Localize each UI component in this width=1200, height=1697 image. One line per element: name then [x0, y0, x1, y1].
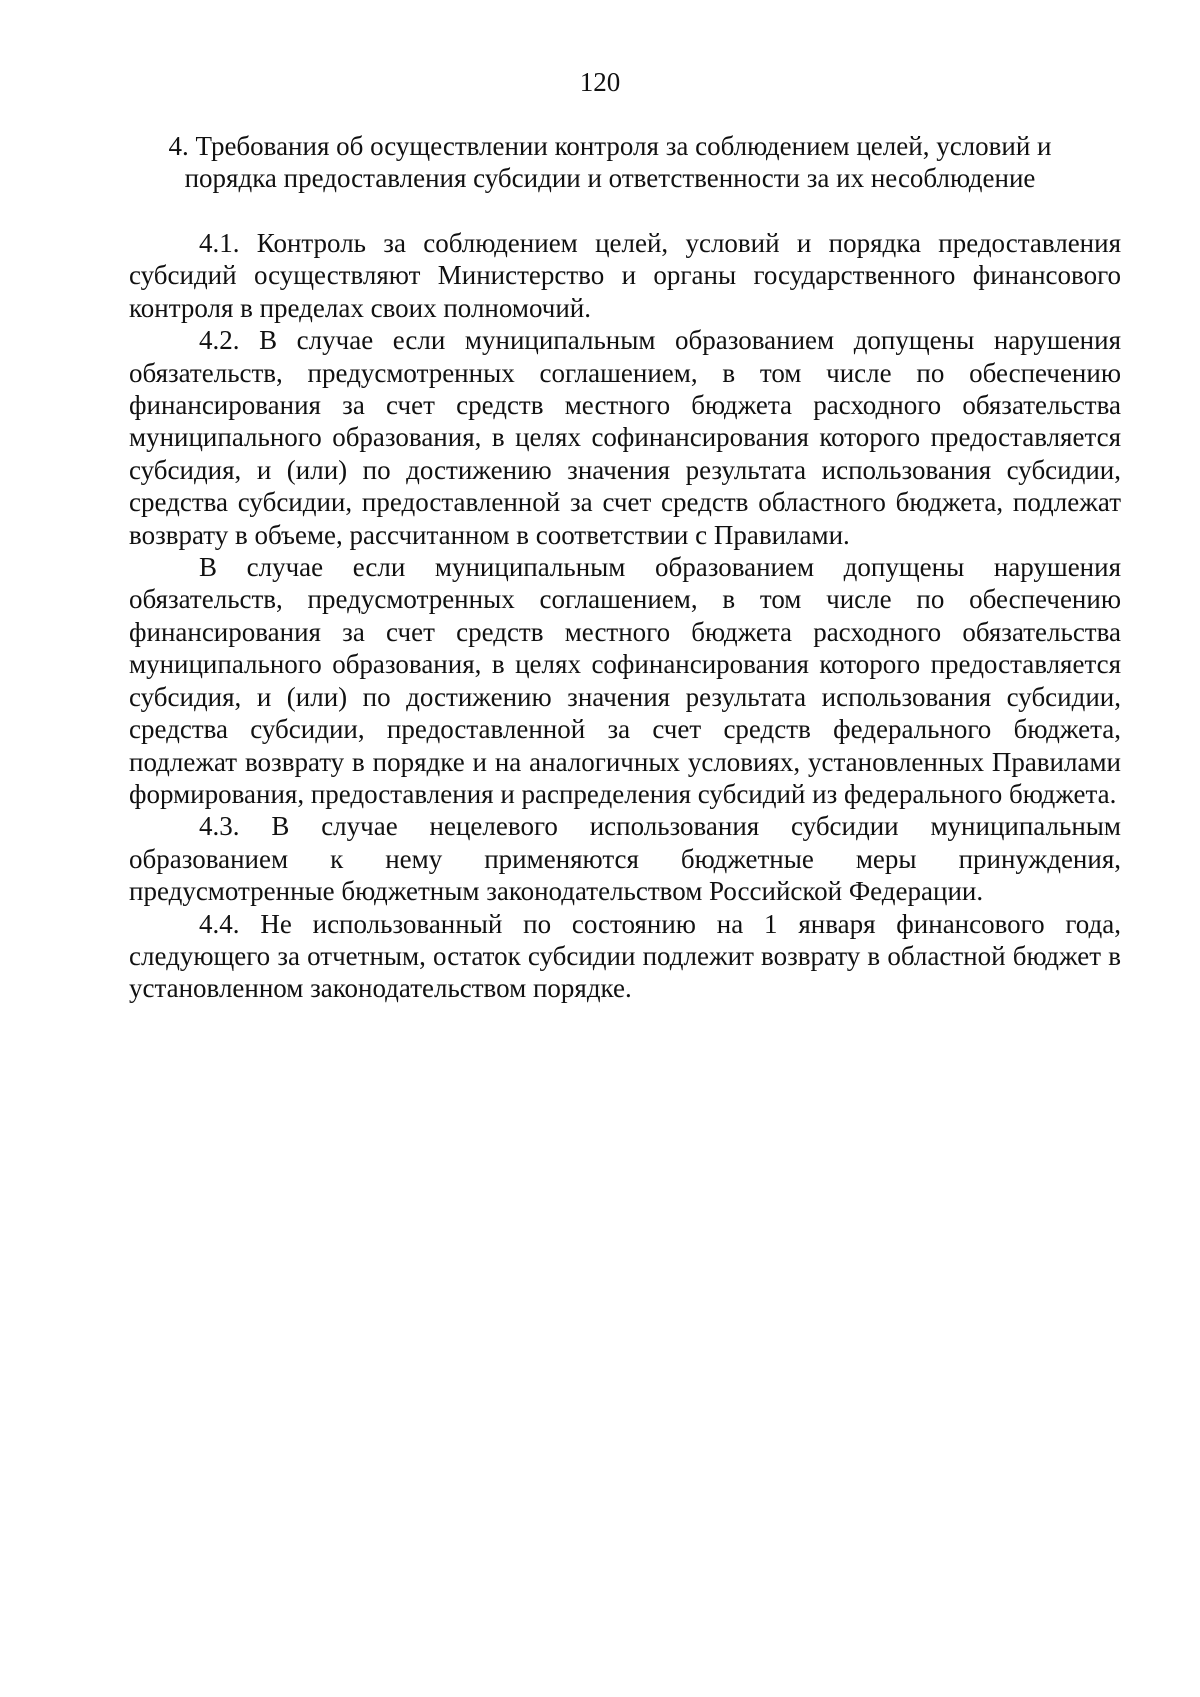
paragraph-4-2: 4.2. В случае если муниципальным образованием допущены нарушения обязательств, предусмотренных соглашением, в том числе по обеспечению финансирования за счет средств местного бюджета расходного обязательства муниципального образования, в целях софинансирования которого предоставляется субсидия, и (или) по достижению значения результата использования субсидии, средства субсидии, предоставленной за счет средств областного бюджета, подлежат возврату в объеме, рассчитанном в соответствии с Правилами. — [129, 325, 1121, 550]
section-heading-line-2: порядка предоставления субсидии и ответственности за их несоблюдение — [184, 163, 1036, 193]
paragraph-4-1: 4.1. Контроль за соблюдением целей, условий и порядка предоставления субсидий осуществляют Министерство и органы государственного финансового контроля в пределах своих полномочий. — [129, 228, 1121, 323]
page-number: 120 — [579, 67, 621, 97]
section-body — [129, 227, 1121, 1005]
paragraph-4-3: 4.3. В случае нецелевого использования субсидии муниципальным образованием к нему применяются бюджетные меры принуждения, предусмотренные бюджетным законодательством Российской Федерации. — [129, 811, 1121, 907]
paragraph-4-4: 4.4. Не использованный по состоянию на 1 января финансового года, следующего за отчетным, остаток субсидии подлежит возврату в областной бюджет в установленном законодательством порядке. — [129, 908, 1121, 1004]
section-heading-line-1: 4. Требования об осуществлении контроля за соблюдением целей, условий и — [168, 131, 1052, 161]
paragraph-4-2-federal: В случае если муниципальным образованием допущены нарушения обязательств, предусмотренных соглашением, в том числе по обеспечению финансирования за счет средств местного бюджета расходного обязательства муниципального образования, в целях софинансирования которого предоставляется субсидия, и (или) по достижению значения результата использования субсидии, средства субсидии, предоставленной за счет средств федерального бюджета, подлежат возврату в порядке и на аналогичных условиях, установленных Правилами формирования, предоставления и распределения субсидий из федерального бюджета. — [129, 552, 1121, 809]
section-heading — [150, 130, 1070, 194]
